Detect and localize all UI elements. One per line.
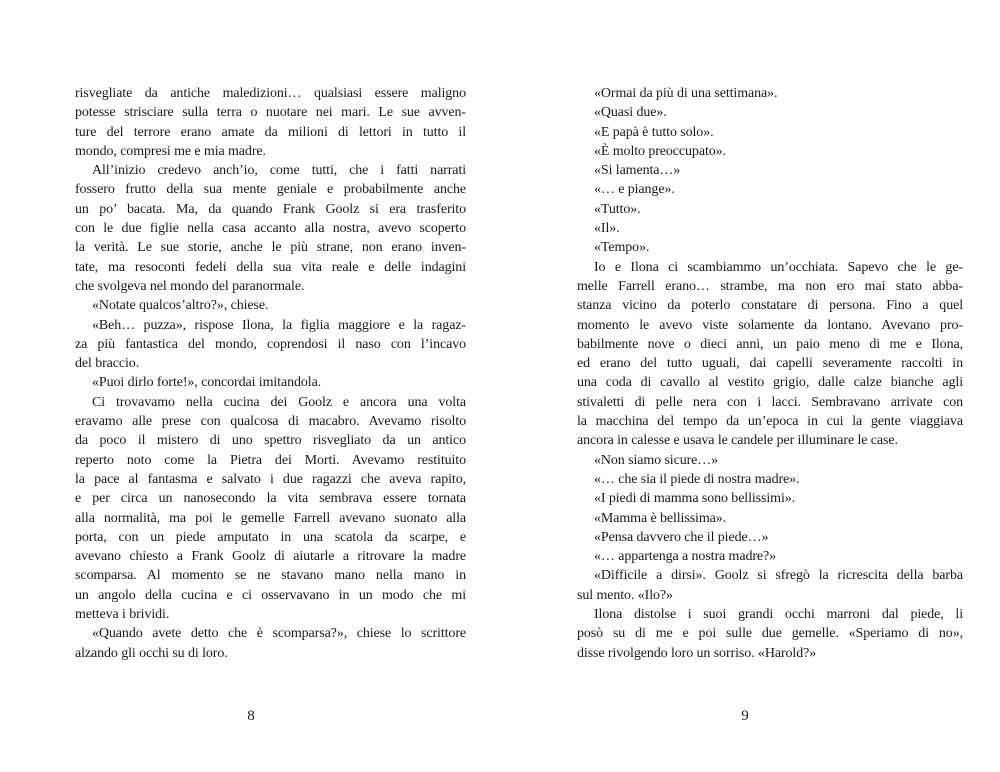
text-line: «Ormai da più di una settimana». <box>594 86 778 101</box>
text-line: fossero frutto della sua mente geniale e probabilmente anche <box>75 182 466 198</box>
text-line: risvegliate da antiche maledizioni… qualsiasi essere maligno <box>75 86 466 101</box>
text-line: «Mamma è bellissima». <box>594 510 727 526</box>
text-line: la pace al fantasma e salvato i due ragazzi che aveva rapito, <box>75 471 466 487</box>
text-line: metteva i brividi. <box>75 607 170 623</box>
text-line: «Quando avete detto che è scomparsa?», chiese lo scrittore <box>92 626 466 642</box>
paragraph <box>75 373 466 392</box>
paragraph <box>577 84 963 103</box>
page-number-right: 9 <box>741 708 749 724</box>
text-line: scomparsa. Al momento se ne stavano mano nella mano in <box>75 568 466 584</box>
paragraph <box>577 451 963 470</box>
text-line: un po’ bacata. Ma, da quando Frank Goolz si era trasferito <box>75 201 466 217</box>
text-line: «È molto preoccupato». <box>594 143 726 159</box>
paragraph <box>577 470 963 489</box>
text-line: alzando gli occhi su di loro. <box>75 645 228 661</box>
paragraph <box>577 489 963 508</box>
paragraph <box>577 258 963 451</box>
text-line: «Puoi dirlo forte!», concordai imitandola. <box>92 375 322 391</box>
paragraph <box>577 180 963 199</box>
text-line: «Tutto». <box>594 201 641 217</box>
text-line: «… e piange». <box>594 182 675 198</box>
paragraph <box>577 142 963 161</box>
text-line: Io e Ilona ci scambiammo un’occhiata. Sapevo che le ge- <box>594 259 963 275</box>
text-line: «… che sia il piede di nostra madre». <box>594 471 800 487</box>
text-line: una coda di cavallo al vestito grigio, dalle calze bianche agli <box>577 375 963 391</box>
text-line: «Quasi due». <box>594 105 667 121</box>
text-line: All’inizio credevo anch’io, come tutti, che i fatti narrati <box>92 163 466 179</box>
text-line: del braccio. <box>75 356 140 372</box>
text-line: tate, ma resoconti fedeli della sua vita reale e delle indagini <box>75 259 466 275</box>
paragraph <box>577 509 963 528</box>
paragraph <box>75 161 466 296</box>
paragraph <box>577 566 963 605</box>
text-line: stivaletti di pelle nera con i lacci. Sembravano arrivate con <box>577 394 963 410</box>
text-line: «Si lamenta…» <box>594 163 681 179</box>
paragraph <box>577 103 963 122</box>
text-line: alla normalità, ma poi le gemelle Farrell avevano suonato alla <box>75 510 466 526</box>
text-line: disse rivolgendo loro un sorriso. «Harold?» <box>577 645 817 661</box>
paragraph <box>577 219 963 238</box>
paragraph <box>75 84 466 161</box>
text-line: «Il». <box>594 221 620 237</box>
text-line: ture del terrore erano amate da milioni di lettori in tutto il <box>75 124 466 140</box>
text-line: eravamo alle prese con qualcosa di macabro. Avevamo risolto <box>75 414 466 430</box>
text-line: mondo, compresi me e mia madre. <box>75 143 266 159</box>
text-line: melle Farrell erano… strambe, ma non ero mai stato abba- <box>577 278 963 294</box>
text-line: porta, con un piede amputato in una scatola da scarpe, e <box>75 529 466 545</box>
paragraph <box>577 123 963 142</box>
text-line: ancora in calesse e usava le candele per illuminare le case. <box>577 433 898 449</box>
text-line: sul mento. «Ilo?» <box>577 587 673 603</box>
text-line: reperto noto come la Pietra dei Morti. Avevamo restituito <box>75 452 466 468</box>
paragraph <box>577 238 963 257</box>
text-line: «Non siamo sicure…» <box>594 452 719 468</box>
text-line: «… appartenga a nostra madre?» <box>594 549 777 565</box>
text-line: «E papà è tutto solo». <box>594 124 714 140</box>
text-line: «Tempo». <box>594 240 650 256</box>
text-line: «Difficile a dirsi». Goolz si sfregò la ricrescita della barba <box>594 568 963 584</box>
text-line: «Pensa davvero che il piede…» <box>594 529 769 545</box>
text-line: un angolo della cucina e ci osservavano in un modo che mi <box>75 587 466 603</box>
text-line: Ci trovavamo nella cucina dei Goolz e ancora una volta <box>92 394 466 410</box>
text-line: za più fantastica del mondo, coprendosi il naso con l’incavo <box>75 336 466 352</box>
page-right-text <box>577 84 963 663</box>
page-number-left: 8 <box>247 708 255 724</box>
page-left-text <box>75 84 466 663</box>
text-line: «Beh… puzza», rispose Ilona, la figlia maggiore e la ragaz- <box>92 317 466 333</box>
paragraph <box>577 161 963 180</box>
text-line: e per circa un nanosecondo la vita sembrava essere tornata <box>75 491 466 507</box>
text-line: da poco il mistero di uno spettro risvegliato da un antico <box>75 433 466 449</box>
paragraph <box>75 393 466 625</box>
text-line: la verità. Le sue storie, anche le più strane, non erano inven- <box>75 240 466 256</box>
text-line: Ilona distolse i suoi grandi occhi marroni dal piede, li <box>594 607 963 623</box>
text-line: avevano chiesto a Frank Goolz di aiutarle a ritrovare la madre <box>75 549 466 565</box>
text-line: che svolgeva nel mondo del paranormale. <box>75 278 305 294</box>
text-line: momento le avevo viste solamente da lontano. Avevano pro- <box>577 317 963 333</box>
paragraph <box>75 296 466 315</box>
text-line: stanza vicino da poterlo constatare di persona. Fino a quel <box>577 298 963 314</box>
text-line: ed erano del tutto uguali, dai capelli severamente raccolti in <box>577 356 963 372</box>
paragraph <box>577 547 963 566</box>
paragraph <box>75 316 466 374</box>
text-line: babilmente nove o dieci anni, un paio meno di me e Ilona, <box>577 336 963 352</box>
text-line: «Notate qualcos’altro?», chiese. <box>92 298 269 314</box>
text-line: posò su di me e poi sulle due gemelle. «Speriamo di no», <box>577 626 963 642</box>
paragraph <box>75 624 466 663</box>
paragraph <box>577 528 963 547</box>
text-line: con le due figlie nella casa accanto alla nostra, avevo scoperto <box>75 221 466 237</box>
paragraph <box>577 605 963 663</box>
text-line: «I piedi di mamma sono bellissimi». <box>594 491 796 507</box>
paragraph <box>577 200 963 219</box>
text-line: la macchina del tempo da un’epoca in cui la gente viaggiava <box>577 414 963 430</box>
text-line: potesse strisciare sulla terra o nuotare nei mari. Le sue avven- <box>75 105 466 121</box>
